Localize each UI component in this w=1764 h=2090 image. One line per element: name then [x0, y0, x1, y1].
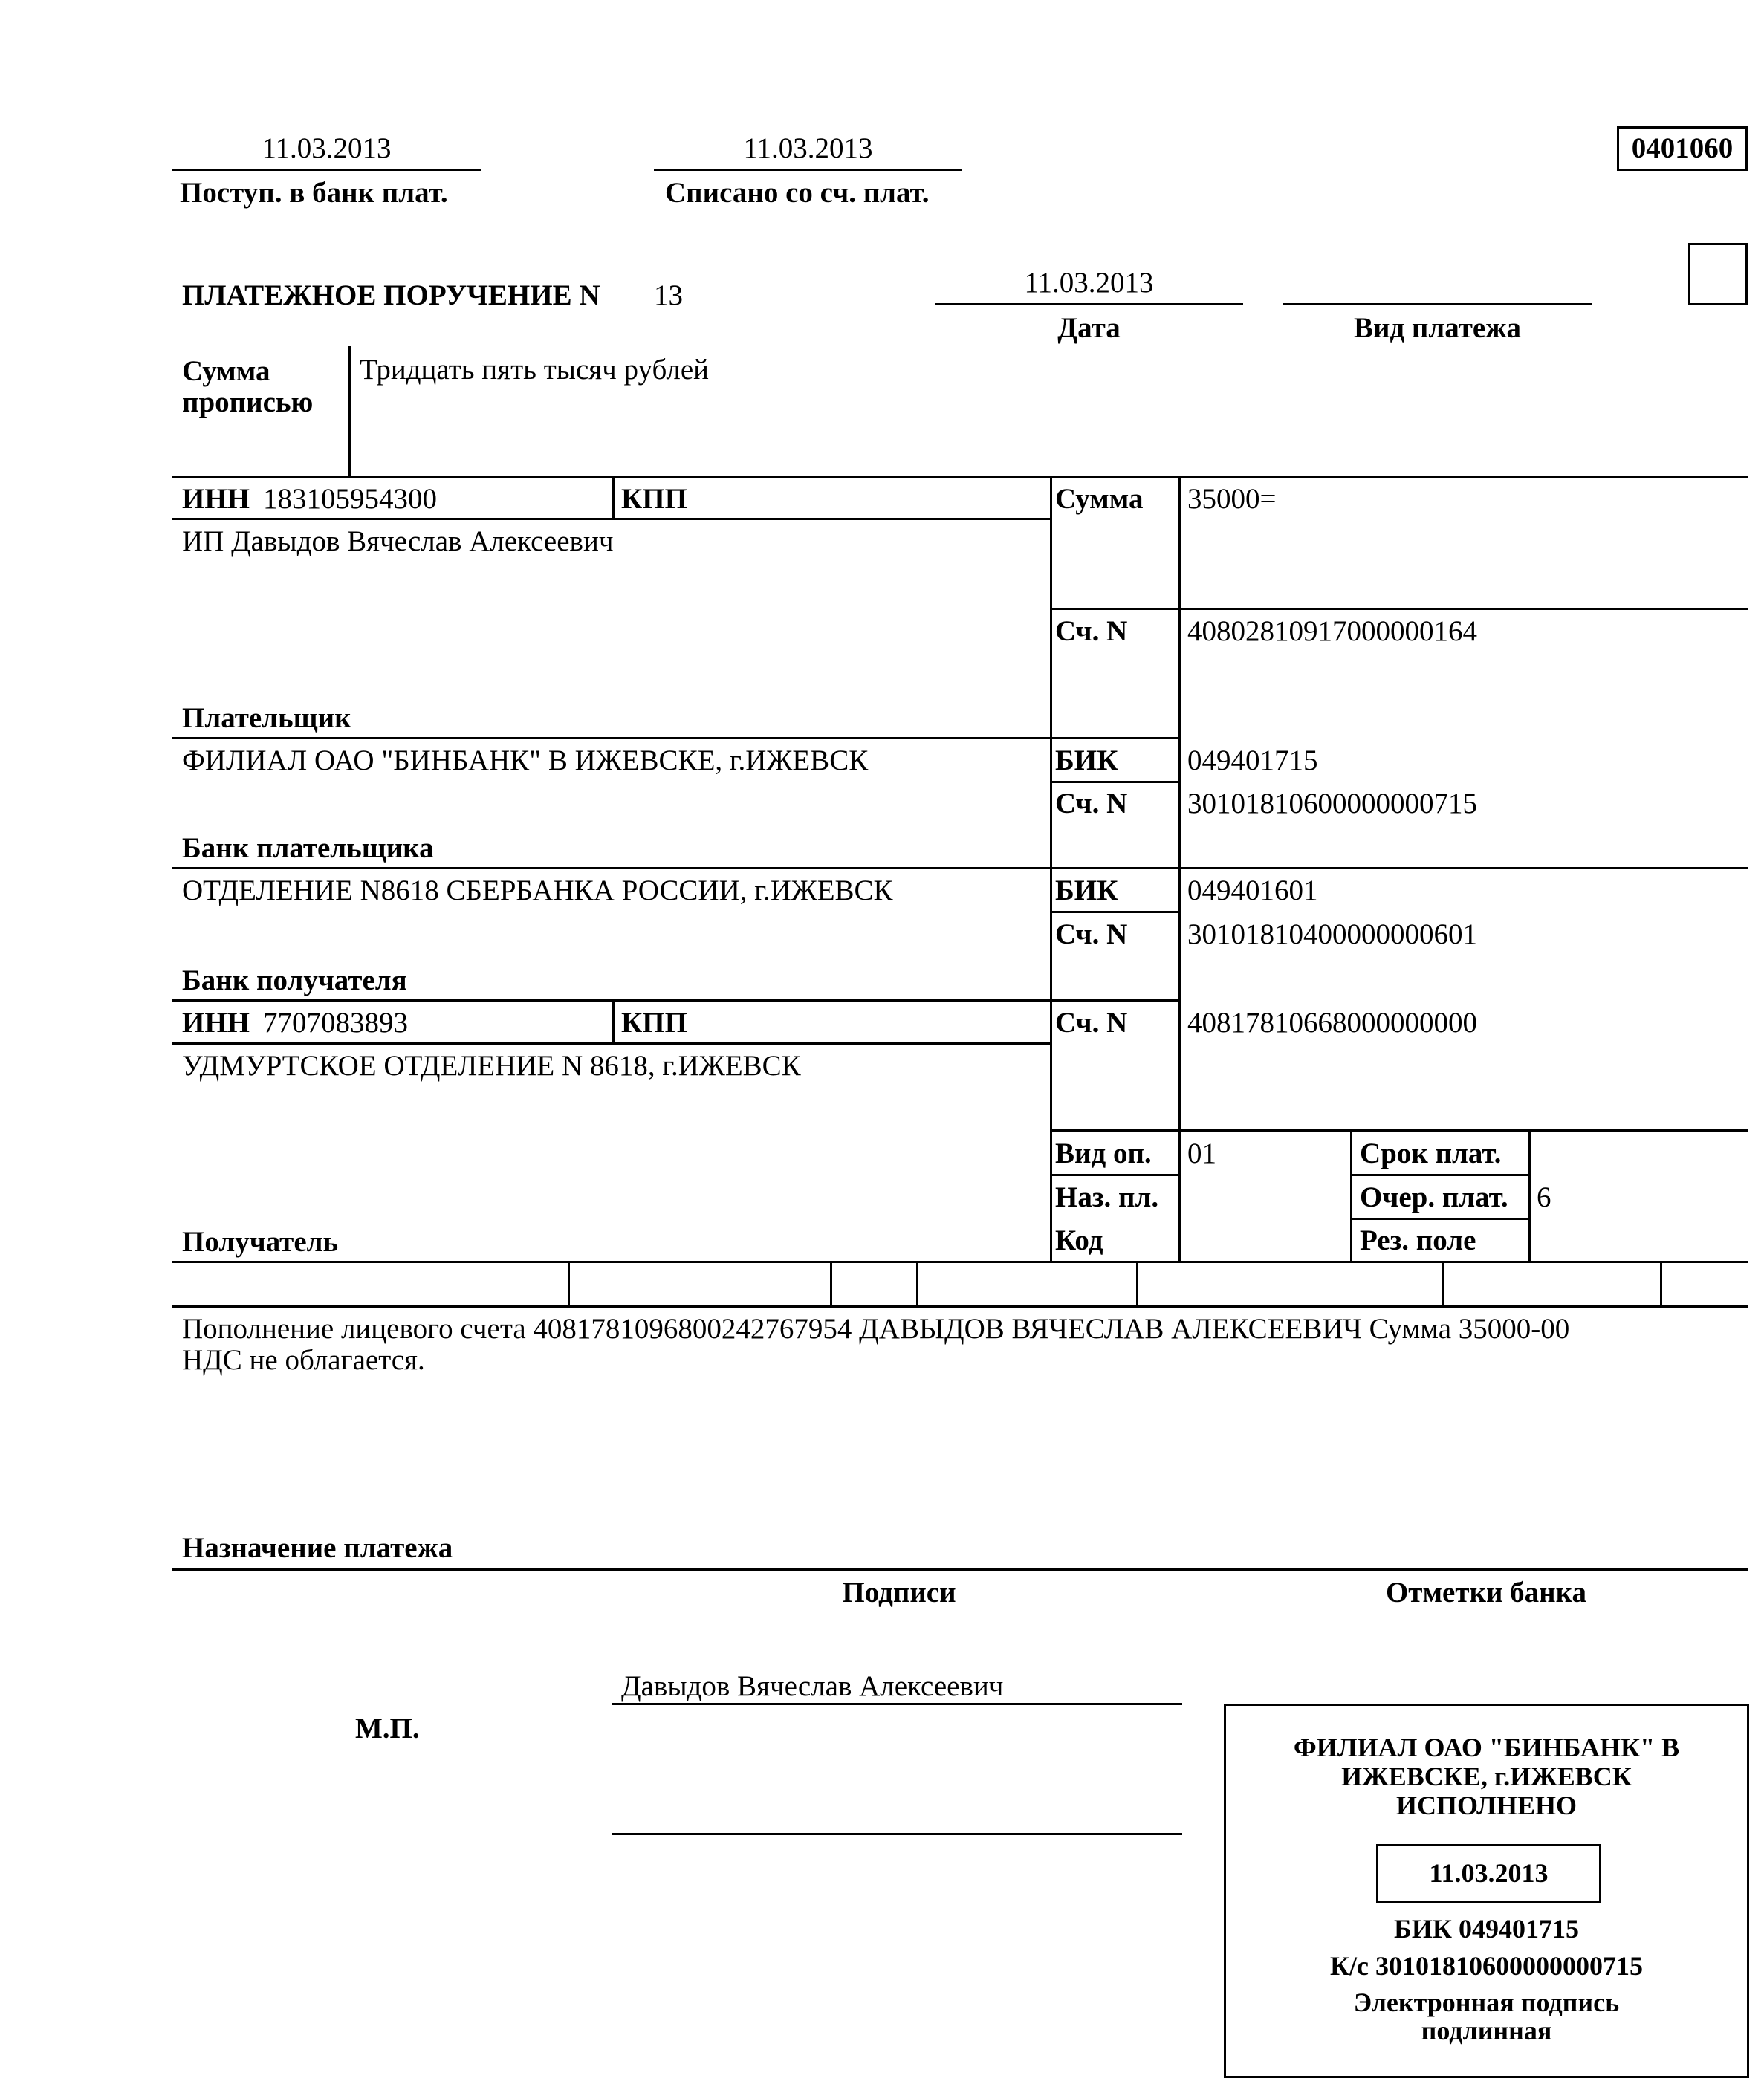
- tax-field-divider-5: [1442, 1261, 1444, 1307]
- tax-field-divider-3: [916, 1261, 918, 1307]
- payer-bank-name: ФИЛИАЛ ОАО "БИНБАНК" В ИЖЕВСКЕ, г.ИЖЕВСК: [182, 744, 869, 776]
- purpose-line-1: Пополнение лицевого счета 40817810968002427679​54 ДАВЫДОВ ВЯЧЕСЛАВ АЛЕКСЕЕВИЧ Сумма 35000-00: [182, 1313, 1570, 1345]
- payer-bank-line: [172, 867, 1748, 869]
- recipient-inn-kpp-divider: [612, 999, 615, 1044]
- term-label: Срок плат.: [1360, 1138, 1502, 1169]
- tax-field-divider-2: [830, 1261, 832, 1307]
- amount-words-divider: [348, 346, 351, 477]
- payer-bank-bik: 049401715: [1187, 744, 1318, 776]
- priority-value: 6: [1537, 1181, 1551, 1213]
- payment-type-line: [1283, 303, 1592, 305]
- op-type-value: 01: [1187, 1138, 1216, 1169]
- recipient-inn-line: [172, 1042, 1051, 1045]
- payer-label: Плательщик: [182, 702, 351, 734]
- bank-stamp-line-2: ИЖЕВСКЕ, г.ИЖЕВСК: [1341, 1762, 1632, 1791]
- recipient-label: Получатель: [182, 1226, 339, 1258]
- recipient-bank-name: ОТДЕЛЕНИЕ N8618 СБЕРБАНКА РОССИИ, г.ИЖЕВСК: [182, 874, 893, 906]
- signature-line-2: [612, 1833, 1182, 1835]
- bank-stamp-bik: БИК 049401715: [1394, 1914, 1579, 1944]
- bank-stamp-date: 11.03.2013: [1429, 1858, 1549, 1888]
- order-date-line: [935, 303, 1243, 305]
- received-date: 11.03.2013: [262, 132, 392, 164]
- payment-type-label: Вид платежа: [1353, 312, 1522, 344]
- payer-bank-account: 30101810600000000715: [1187, 788, 1477, 820]
- purpose-line: [172, 1568, 1748, 1571]
- form-code: 0401060: [1631, 132, 1734, 164]
- code-label: Код: [1055, 1224, 1103, 1256]
- order-number: 13: [654, 279, 683, 311]
- recipient-name: УДМУРТСКОЕ ОТДЕЛЕНИЕ N 8618, г.ИЖЕВСК: [182, 1050, 801, 1082]
- recipient-bank-account-label: Сч. N: [1055, 918, 1128, 950]
- bank-stamp-status: ИСПОЛНЕНО: [1395, 1791, 1577, 1820]
- signature-line-1: [612, 1703, 1182, 1705]
- amount-words-label-1: Сумма: [182, 355, 270, 387]
- recipient-inn: 7707083893: [263, 1007, 408, 1039]
- amount-label: Сумма: [1055, 483, 1144, 515]
- payer-inn-label: ИНН: [182, 483, 250, 515]
- bank-stamp-ks: К/с 30101810600000000715: [1329, 1951, 1644, 1981]
- tax-field-divider-6: [1660, 1261, 1662, 1307]
- bank-marks-label: Отметки банка: [1385, 1577, 1587, 1609]
- term-divider-right: [1528, 1129, 1531, 1263]
- payer-bank-account-label: Сч. N: [1055, 788, 1128, 820]
- amount-words-label-2: прописью: [182, 386, 314, 418]
- recipient-bank-account: 30101810400000000601: [1187, 918, 1477, 950]
- signer-name: Давыдов Вячеслав Алексеевич: [621, 1670, 1004, 1702]
- amount-line: [1050, 608, 1748, 610]
- payer-account-label: Сч. N: [1055, 615, 1128, 647]
- priority-label: Очер. плат.: [1360, 1181, 1508, 1213]
- purpose-code-label: Наз. пл.: [1055, 1181, 1159, 1213]
- tax-field-divider-4: [1136, 1261, 1138, 1307]
- grid-divider-left: [1050, 476, 1052, 1263]
- amount-words-value: Тридцать пять тысяч рублей: [360, 354, 710, 386]
- term-line: [1350, 1174, 1531, 1176]
- op-type-label: Вид оп.: [1055, 1138, 1152, 1169]
- purpose-label: Назначение платежа: [182, 1532, 453, 1564]
- received-date-label: Поступ. в банк плат.: [180, 177, 448, 209]
- payer-bank-bik-label: БИК: [1055, 744, 1118, 776]
- payer-account: 40802810917000000164: [1187, 615, 1477, 647]
- payer-bank-label: Банк плательщика: [182, 832, 434, 864]
- payer-bank-bik-line: [1050, 781, 1180, 783]
- recipient-bank-bik-line: [1050, 911, 1180, 913]
- recipient-bank-line: [172, 999, 1180, 1002]
- payer-inn: 183105954300: [263, 483, 437, 515]
- payer-line: [172, 737, 1180, 739]
- purpose-line-2: НДС не облагается.: [182, 1344, 425, 1376]
- tax-field-divider-1: [568, 1261, 570, 1307]
- recipient-account-line: [1050, 1129, 1748, 1132]
- recipient-bank-bik-label: БИК: [1055, 874, 1118, 906]
- debited-date-line: [654, 169, 962, 171]
- bank-stamp-line-1: ФИЛИАЛ ОАО "БИНБАНК" В: [1293, 1733, 1680, 1762]
- order-date-label: Дата: [1057, 312, 1121, 344]
- order-title: ПЛАТЕЖНОЕ ПОРУЧЕНИЕ N: [182, 279, 600, 311]
- grid-divider-right: [1178, 476, 1181, 1263]
- op-type-line: [1050, 1174, 1180, 1176]
- received-date-line: [172, 169, 481, 171]
- debited-date-label: Списано со сч. плат.: [665, 177, 930, 209]
- grid-line-top: [172, 476, 1748, 478]
- recipient-bank-label: Банк получателя: [182, 964, 407, 996]
- recipient-inn-label: ИНН: [182, 1007, 250, 1039]
- tax-row-bottom-line: [172, 1305, 1748, 1308]
- grid-line-bottom: [172, 1261, 1748, 1263]
- order-date: 11.03.2013: [1024, 267, 1154, 299]
- term-divider-left: [1350, 1129, 1352, 1263]
- payer-name: ИП Давыдов Вячеслав Алексеевич: [182, 525, 614, 557]
- bank-stamp-signature-1: Электронная подпись: [1353, 1987, 1620, 2017]
- amount-value: 35000=: [1187, 483, 1277, 515]
- recipient-account: 40817810668000000000: [1187, 1007, 1477, 1039]
- payer-inn-kpp-divider: [612, 476, 615, 520]
- recipient-kpp-label: КПП: [621, 1007, 687, 1039]
- recipient-bank-bik: 049401601: [1187, 874, 1318, 906]
- stamp-place-label: М.П.: [355, 1713, 420, 1745]
- payment-type-box: [1688, 243, 1748, 305]
- payer-kpp-label: КПП: [621, 483, 687, 515]
- recipient-account-label: Сч. N: [1055, 1007, 1128, 1039]
- payer-inn-line: [172, 518, 1051, 520]
- signatures-label: Подписи: [842, 1577, 956, 1609]
- priority-line: [1350, 1218, 1531, 1220]
- debited-date: 11.03.2013: [743, 132, 873, 164]
- reserve-label: Рез. поле: [1360, 1224, 1476, 1256]
- bank-stamp-signature-2: подлинная: [1421, 2016, 1552, 2045]
